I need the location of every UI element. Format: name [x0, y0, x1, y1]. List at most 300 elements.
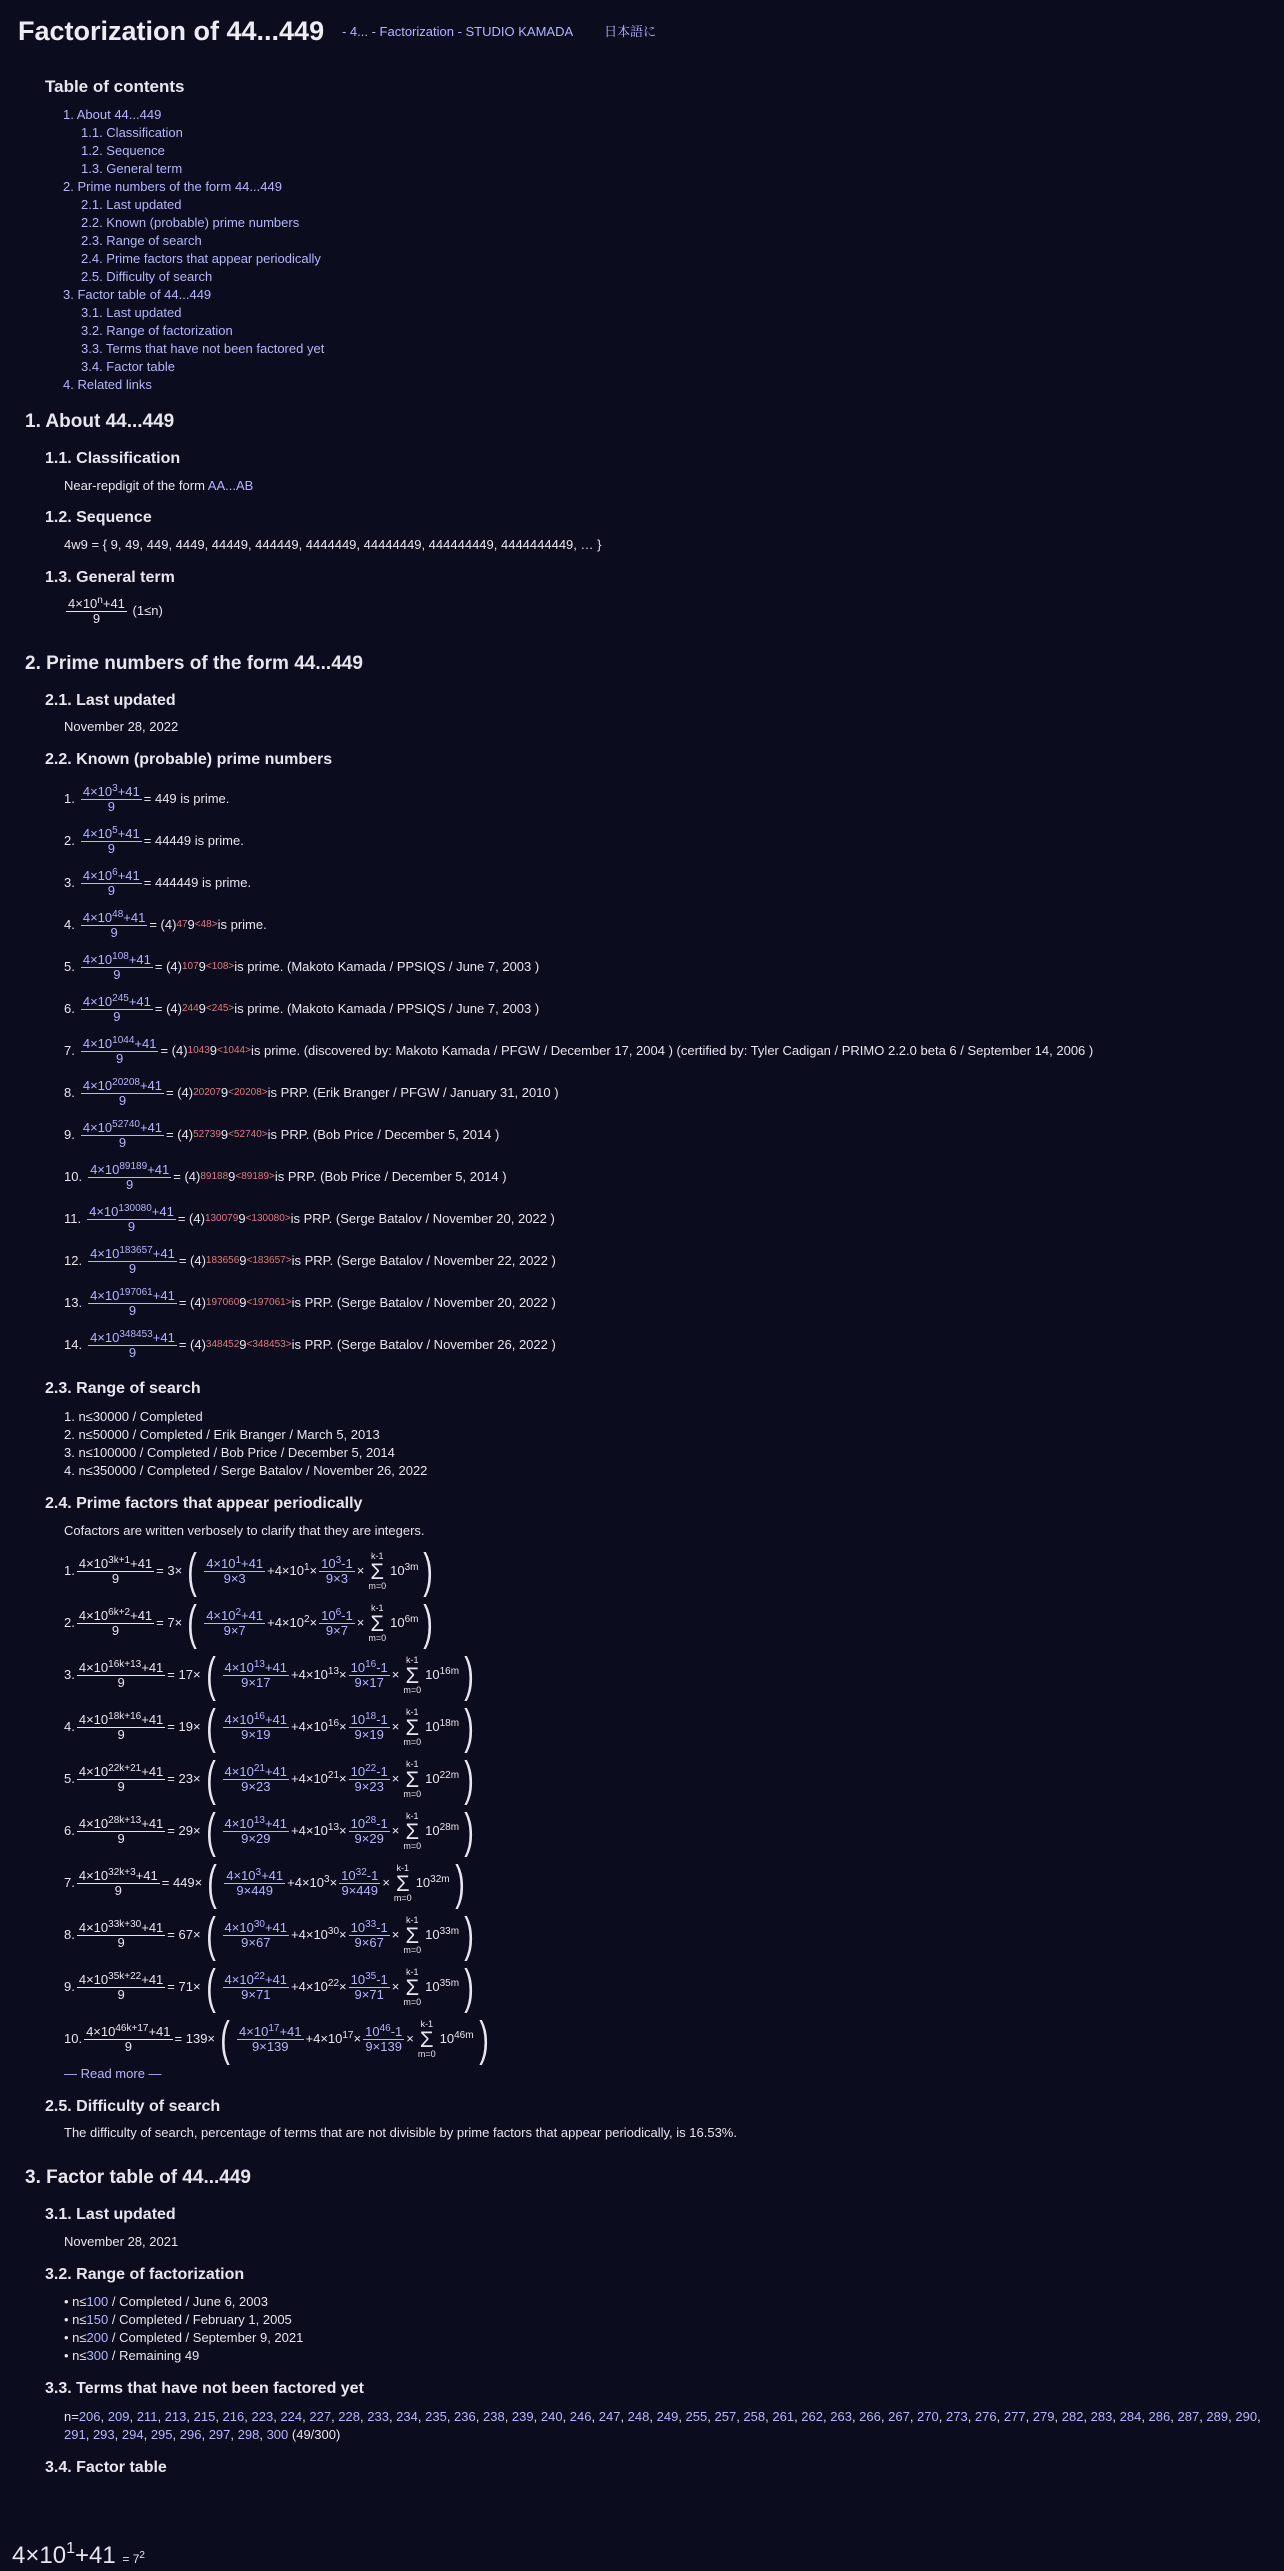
term-link[interactable]: 258 [743, 2409, 766, 2425]
sum-upper: k-1 [406, 1654, 419, 1665]
fraction-denominator: 9×29 [354, 1831, 384, 1847]
fraction[interactable] [88, 1244, 177, 1276]
term-link[interactable]: 273 [945, 2409, 968, 2425]
fraction-numerator: $4\times 10^{32k+3}+41$ [78, 1867, 158, 1884]
summation [368, 1603, 386, 1644]
prime-status: is PRP. (Serge Batalov / November 26, 2022 ) [291, 1336, 556, 1352]
exponent: 22m [439, 1770, 460, 1782]
prime-value: = (4) [166, 1126, 194, 1142]
range-search-list [64, 1408, 1284, 1480]
classification-title: 1.1. Classification [45, 449, 181, 467]
fraction-denominator: 9 [107, 840, 115, 856]
prime-item: 5. $\frac{4\times 10^{108}+41}{9}$ = (4) 107 9 <108> is prime. (Makoto Kamada / PPSIQS / June 7, 2003 ) [64, 950, 540, 982]
fraction-numerator: $4\times 10^{89189}+41$ [90, 1160, 170, 1177]
fraction [349, 1817, 390, 1846]
fraction-denominator: 9 [107, 798, 115, 814]
periodic-item: 7. $\frac{4\times 10^{32k+3}+41}{9}$ = 449× ( $\frac{4\times 10^3+41}{9\times 449}$ $+4\times 10^3\times$ $\frac{10^{32}-1}{9\times 449}$ × k-1 Σ m=0 $10^{32m}$ ) [64, 1856, 465, 1910]
exponent: 28 [365, 1815, 377, 1827]
fraction-denominator: 9×3 [325, 1571, 348, 1587]
fraction-numerator: $4\times 10^{6k+2}+41$ [78, 1607, 153, 1624]
fraction [77, 1869, 160, 1898]
fraction-numerator: $4\times 10^{17}+41$ [239, 2023, 302, 2040]
prime-item: 8. $\frac{4\times 10^{20208}+41}{9}$ = (4) 20207 9 <20208> is PRP. (Erik Branger / PFGW / January 31, 2010 ) [64, 1076, 559, 1108]
prime-status: is prime. (Makoto Kamada / PPSIQS / June 7, 2003 ) [234, 1000, 540, 1016]
fraction-numerator: $4\times 10^{16}+41$ [224, 1711, 288, 1728]
classification-label: Near-repdigit of the form [64, 477, 208, 493]
term-link[interactable]: 257 [714, 2409, 737, 2425]
fraction[interactable] [81, 1076, 164, 1108]
exponent: 3 [255, 1867, 262, 1879]
term-link[interactable]: 224 [280, 2409, 303, 2425]
periodic-item: 10. $\frac{4\times 10^{46k+17}+41}{9}$ = 139× ( $\frac{4\times 10^{17}+41}{9\times 139}$ $+4\times 10^{17}\times$ $\frac{10^{46}-1}{9\times 139}$ × k-1 Σ m=0 $10^{46m}$ ) [64, 2012, 489, 2066]
term-link[interactable]: 227 [309, 2409, 332, 2425]
right-paren: ) [423, 1596, 434, 1650]
term-link[interactable]: 249 [656, 2409, 679, 2425]
exponent: 33k+30 [108, 1919, 142, 1931]
term-link[interactable]: 267 [888, 2409, 910, 2425]
fraction-denominator: 9 [107, 882, 115, 898]
classification-link[interactable]: AA...AB [207, 477, 254, 493]
toc-item[interactable]: 1.3. General term [81, 161, 183, 177]
gt-num: 4×10 [68, 595, 98, 611]
range-link[interactable]: 300 [86, 2348, 109, 2364]
fraction-denominator: 9 [128, 1302, 137, 1318]
middle-term: $+4\times 10^{16}\times$ [291, 1718, 347, 1735]
prime-status: is prime. [217, 916, 267, 932]
fraction-numerator: $4\times 10^{46k+17}+41$ [86, 2023, 171, 2040]
item-number: 4. [64, 1719, 75, 1735]
factorization-range-item: • n≤300 / Remaining 49 [64, 2348, 200, 2364]
fraction-denominator: 9×17 [354, 1675, 384, 1691]
sum-upper: k-1 [420, 2018, 433, 2029]
exponent: 108 [112, 950, 129, 962]
exponent: 16 [365, 1659, 377, 1671]
breadcrumb-link[interactable]: - 4... - Factorization - STUDIO KAMADA [341, 24, 573, 39]
fraction [349, 1921, 390, 1950]
exponent: 16m [439, 1666, 460, 1678]
term-link[interactable]: 223 [251, 2409, 274, 2425]
prime-item: 11. $\frac{4\times 10^{130080}+41}{9}$ = (4) 130079 9 <130080> is PRP. (Serge Batalov / November 20, 2022 ) [64, 1202, 555, 1234]
power-term: $10^{22m}$ [425, 1770, 460, 1787]
sum-lower: m=0 [403, 1736, 422, 1747]
fraction [237, 2025, 303, 2054]
language-link[interactable]: 日本語に [604, 24, 657, 39]
known-primes-title: 2.2. Known (probable) prime numbers [45, 751, 333, 769]
fraction-numerator: $10^{46}-1$ [365, 2023, 403, 2040]
fraction-denominator: 9×17 [241, 1675, 271, 1691]
term-link[interactable]: 266 [859, 2409, 881, 2425]
term-link[interactable]: 296 [179, 2427, 202, 2443]
factorization-range-item: • n≤150 / Completed / February 1, 2005 [64, 2312, 292, 2328]
toc-item[interactable]: 1.1. Classification [81, 125, 183, 141]
exponent: 16 [253, 1711, 265, 1723]
term-link[interactable]: 206 [78, 2409, 101, 2425]
term-link[interactable]: 270 [917, 2409, 939, 2425]
term-link[interactable]: 211 [136, 2409, 158, 2425]
exponent: 3 [324, 1874, 330, 1886]
classification-text [64, 478, 1284, 495]
exponent: 3k+1 [108, 1555, 131, 1567]
range-item: 4. n≤350000 / Completed / Serge Batalov / November 26, 2022 [64, 1462, 428, 1478]
term-link[interactable]: 297 [208, 2427, 231, 2443]
fraction [77, 1713, 165, 1742]
fraction-denominator: 9 [118, 1092, 127, 1108]
middle-term: $+4\times 10^{13}\times$ [291, 1666, 347, 1683]
fraction-denominator: 9 [113, 1008, 121, 1024]
term-link[interactable]: 295 [150, 2427, 173, 2443]
ft-num: 4×10 [12, 2542, 67, 2569]
fraction-numerator: $4\times 10^{108}+41$ [82, 950, 151, 967]
fraction-numerator: $4\times 10^{348453}+41$ [90, 1328, 175, 1345]
term-link[interactable]: 240 [540, 2409, 563, 2425]
item-number: 9. [64, 1126, 75, 1142]
term-link[interactable]: 262 [801, 2409, 823, 2425]
term-link[interactable]: 294 [121, 2427, 144, 2443]
toc-item[interactable]: 3.1. Last updated [81, 305, 182, 321]
exponent: 16k+13 [108, 1659, 142, 1671]
s3-updated-title: 3.1. Last updated [45, 2205, 176, 2223]
exponent: 22 [365, 1763, 377, 1775]
fraction[interactable] [88, 1286, 177, 1318]
term-link[interactable]: 298 [237, 2427, 260, 2443]
term-link[interactable]: 289 [1206, 2409, 1229, 2425]
sequence-text: 4w9 = { 9, 49, 449, 4449, 44449, 444449, 4444449, 44444449, 444444449, 4444444449, … } [64, 537, 602, 553]
fraction-denominator: 9×23 [354, 1779, 384, 1795]
item-number: 5. [64, 958, 75, 974]
prime-value: = (4) [149, 916, 177, 932]
fraction-denominator: 9 [117, 1779, 125, 1795]
fraction-denominator: 9×29 [241, 1831, 271, 1847]
fraction-denominator: 9×7 [325, 1623, 348, 1639]
fraction [223, 1713, 289, 1742]
fraction [319, 1609, 355, 1638]
fraction-numerator: $4\times 10^{28k+13}+41$ [78, 1815, 164, 1832]
prime-status: is PRP. (Serge Batalov / November 22, 2022 ) [291, 1252, 556, 1268]
fraction-numerator: $4\times 10^2+41$ [206, 1607, 264, 1624]
prime-value: = (4) [154, 1000, 182, 1016]
fraction-numerator: $4\times 10^{16k+13}+41$ [78, 1659, 164, 1676]
summation [403, 1759, 421, 1800]
term-link[interactable]: 282 [1061, 2409, 1084, 2425]
term-link[interactable]: 261 [772, 2409, 795, 2425]
term-link[interactable]: 263 [830, 2409, 852, 2425]
sigma-icon: Σ [396, 1870, 410, 1896]
range-item: 3. n≤100000 / Completed / Bob Price / December 5, 2014 [64, 1444, 395, 1460]
toc-item[interactable]: 1.2. Sequence [81, 143, 165, 159]
fraction-denominator: 9×71 [354, 1987, 384, 2003]
sum-upper: k-1 [370, 1602, 384, 1613]
term-link[interactable]: 283 [1090, 2409, 1113, 2425]
prime-item: 12. $\frac{4\times 10^{183657}+41}{9}$ = (4) 183656 9 <183657> is PRP. (Serge Batalov / November 22, 2022 ) [64, 1244, 556, 1276]
term-link[interactable]: 236 [454, 2409, 476, 2425]
term-link[interactable]: 209 [107, 2409, 130, 2425]
fraction-numerator: $4\times 10^{33k+30}+41$ [78, 1919, 164, 1936]
periodic-item: 9. $\frac{4\times 10^{35k+22}+41}{9}$ = 71× ( $\frac{4\times 10^{22}+41}{9\times 71}$ $+4\times 10^{22}\times$ $\frac{10^{35}-1}{9\times 71}$ × k-1 Σ m=0 $10^{35m}$ ) [64, 1960, 474, 2014]
fraction-numerator: $4\times 10^{48}+41$ [82, 908, 146, 925]
term-link[interactable]: 276 [974, 2409, 997, 2425]
exponent: 28k+13 [108, 1815, 142, 1827]
periodic-item: 1. $\frac{4\times 10^{3k+1}+41}{9}$ = 3× ( $\frac{4\times 10^1+41}{9\times 3}$ $+4\times 10^1\times$ $\frac{10^3-1}{9\times 3}$ × k-1 Σ m=0 $10^{3m}$ ) [64, 1544, 434, 1598]
right-paren: ) [478, 2012, 489, 2066]
fraction [224, 1869, 285, 1898]
toc-title: Table of contents [45, 77, 185, 96]
right-paren: ) [464, 1908, 474, 1962]
fraction-numerator: $4\times 10^{30}+41$ [224, 1919, 288, 1936]
exponent: 32k+3 [108, 1867, 136, 1879]
term-link[interactable]: 215 [193, 2409, 216, 2425]
term-link[interactable]: 287 [1177, 2409, 1200, 2425]
fraction[interactable] [88, 1160, 171, 1192]
equals-factor: = 3× [156, 1563, 183, 1579]
term-link[interactable]: 238 [482, 2409, 505, 2425]
factor-table-first-row [12, 2540, 145, 2571]
fraction [204, 1609, 265, 1638]
exponent: 6m [404, 1614, 419, 1626]
fraction-numerator: $10^{16}-1$ [350, 1659, 388, 1676]
item-number: 9. [64, 1979, 75, 1995]
sum-lower: m=0 [403, 1944, 422, 1955]
exponent: 22 [327, 1978, 340, 1990]
prime-status: is PRP. (Bob Price / December 5, 2014 ) [274, 1168, 507, 1184]
fraction-numerator: $10^{32}-1$ [341, 1867, 379, 1884]
term-link[interactable]: 234 [396, 2409, 418, 2425]
gt-exp: n [97, 594, 103, 606]
toc-item[interactable]: 3.2. Range of factorization [81, 323, 233, 339]
exponent: 18k+16 [108, 1711, 142, 1723]
sigma-icon: Σ [405, 1662, 420, 1688]
fraction[interactable] [81, 1034, 159, 1066]
section-2-title: 2. Prime numbers of the form 44...449 [25, 652, 363, 674]
fraction[interactable] [81, 908, 147, 940]
s3-updated: November 28, 2021 [64, 2233, 179, 2249]
exponent: 13 [253, 1815, 265, 1827]
periodic-item: 6. $\frac{4\times 10^{28k+13}+41}{9}$ = 29× ( $\frac{4\times 10^{13}+41}{9\times 29}$ $+4\times 10^{13}\times$ $\frac{10^{28}-1}{9\times 29}$ × k-1 Σ m=0 $10^{28m}$ ) [64, 1804, 474, 1858]
sum-lower: m=0 [403, 1684, 422, 1695]
sigma-icon: Σ [405, 1974, 420, 2000]
prime-value: = (4) [178, 1294, 206, 1310]
sum-lower: m=0 [368, 1632, 387, 1643]
term-link[interactable]: 213 [164, 2409, 187, 2425]
exponent: 30 [253, 1919, 265, 1931]
prime-value: = (4) [177, 1210, 205, 1226]
prime-value: = (4) [166, 1084, 194, 1100]
sum-upper: k-1 [406, 1966, 419, 1977]
fraction[interactable] [87, 1202, 176, 1234]
sigma-icon: Σ [370, 1610, 385, 1636]
exponent: 89189 [119, 1160, 148, 1172]
fraction[interactable] [81, 950, 153, 982]
middle-term: $+4\times 10^1\times$ [267, 1562, 318, 1579]
fraction [223, 1765, 289, 1794]
term-link[interactable]: 228 [338, 2409, 360, 2425]
summation [418, 2019, 436, 2060]
fraction-numerator: $10^{33}-1$ [350, 1919, 388, 1936]
fraction[interactable] [81, 824, 142, 856]
fraction [84, 2025, 172, 2054]
toc-item[interactable]: 2.5. Difficulty of search [81, 269, 213, 285]
item-number: 11. [64, 1210, 82, 1226]
fraction-denominator: 9×67 [354, 1935, 384, 1951]
equals-factor: = 23× [167, 1771, 201, 1787]
term-link[interactable]: 279 [1032, 2409, 1055, 2425]
fraction [77, 1817, 165, 1846]
sum-upper: k-1 [406, 1758, 419, 1769]
equals-factor: = 71× [167, 1979, 201, 1995]
fraction-numerator: $10^6-1$ [321, 1607, 353, 1624]
toc-item[interactable]: 3. Factor table of 44...449 [63, 287, 212, 303]
fraction [319, 1557, 355, 1586]
fraction[interactable] [81, 782, 142, 814]
exponent: 6k+2 [108, 1607, 131, 1619]
fraction[interactable] [81, 866, 142, 898]
exponent: 46k+17 [115, 2023, 149, 2035]
term-link[interactable]: 286 [1148, 2409, 1171, 2425]
exponent: 52740 [112, 1118, 140, 1130]
equals-factor: = 449× [161, 1875, 203, 1891]
toc-item[interactable]: 4. Related links [63, 377, 152, 393]
exponent: 46m [454, 2030, 474, 2042]
range-link[interactable]: 100 [86, 2294, 109, 2310]
toc-item[interactable]: 2.1. Last updated [81, 197, 182, 213]
exponent: 35m [439, 1978, 460, 1990]
item-number: 10. [64, 2031, 83, 2047]
left-paren: ( [220, 2012, 230, 2066]
exponent: 22k+21 [108, 1763, 142, 1775]
summation [394, 1863, 412, 1904]
fraction-numerator: $4\times 10^3+41$ [82, 782, 140, 799]
power-term: $10^{3m}$ [390, 1562, 419, 1579]
equals-factor: = 67× [167, 1927, 201, 1943]
unfactored-terms: n=206, 209, 211, 213, 215, 216, 223, 224, 227, 228, 233, 234, 235, 236, 238, 239, 240, 246, 247, 248, 249, 255, 257, 258, 261, 262, 263, 266, 267, 270, 273, 276, 277, 279, 282, 283, 284, 286, 287, 289, 290, 291, 293, 294, 295, 296, 297, 298, 300 (49/300) [64, 2409, 1261, 2443]
sum-upper: k-1 [406, 1914, 419, 1925]
unfactored-title: 3.3. Terms that have not been factored yet [45, 2380, 364, 2398]
exponent: 1 [235, 1555, 242, 1567]
prime-item [64, 863, 1284, 903]
sigma-icon: Σ [405, 1766, 420, 1792]
fraction[interactable] [81, 1118, 164, 1150]
exponent: 3 [112, 782, 118, 794]
middle-term: $+4\times 10^{30}\times$ [291, 1926, 347, 1943]
exponent: 17 [342, 2030, 354, 2042]
range-link[interactable]: 150 [86, 2312, 109, 2328]
ft-exp2: 2 [139, 2550, 145, 2561]
prime-item: 13. $\frac{4\times 10^{197061}+41}{9}$ = (4) 197060 9 <197061> is PRP. (Serge Batalov / November 20, 2022 ) [64, 1286, 556, 1318]
middle-term: $+4\times 10^{13}\times$ [291, 1822, 347, 1839]
read-more-link[interactable]: — Read more — [64, 2065, 162, 2081]
sum-upper: k-1 [370, 1550, 384, 1561]
fraction [363, 2025, 404, 2054]
fraction-numerator: $4\times 10^{13}+41$ [224, 1815, 288, 1832]
toc-item[interactable]: 3.4. Factor table [81, 359, 175, 375]
item-number: 8. [64, 1927, 75, 1943]
term-link[interactable]: 290 [1235, 2409, 1258, 2425]
equals-factor: = 19× [167, 1719, 201, 1735]
toc-item[interactable]: 2. Prime numbers of the form 44...449 [63, 179, 282, 195]
term-link[interactable]: 235 [425, 2409, 447, 2425]
periodic-title: 2.4. Prime factors that appear periodically [45, 1494, 363, 1512]
general-term-fraction [66, 594, 127, 626]
left-paren: ( [205, 1960, 216, 2014]
term-link[interactable]: 255 [685, 2409, 708, 2425]
prime-value: = 449 is prime. [143, 790, 230, 806]
exponent: 13 [327, 1822, 340, 1834]
periodic-item: 3. $\frac{4\times 10^{16k+13}+41}{9}$ = 17× ( $\frac{4\times 10^{13}+41}{9\times 17}$ $+4\times 10^{13}\times$ $\frac{10^{16}-1}{9\times 17}$ × k-1 Σ m=0 $10^{16m}$ ) [64, 1648, 474, 1702]
term-link[interactable]: 293 [92, 2427, 115, 2443]
exponent: 32 [355, 1867, 367, 1879]
toc-list [45, 106, 1284, 394]
exponent: 6 [112, 866, 118, 878]
toc-item[interactable]: 3.3. Terms that have not been factored yet [81, 341, 325, 357]
range-item: 2. n≤50000 / Completed / Erik Branger / March 5, 2013 [64, 1426, 380, 1442]
range-item: 1. n≤30000 / Completed [64, 1408, 203, 1424]
toc-item[interactable]: 2.4. Prime factors that appear periodically [81, 251, 321, 267]
power-term: $10^{16m}$ [425, 1666, 460, 1683]
fraction-numerator: $10^{28}-1$ [350, 1815, 388, 1832]
range-search-title: 2.3. Range of search [45, 1380, 201, 1398]
term-link[interactable]: 248 [627, 2409, 650, 2425]
prime-status: is PRP. (Serge Batalov / November 20, 2022 ) [291, 1294, 556, 1310]
term-link[interactable]: 239 [511, 2409, 534, 2425]
fraction-denominator: 9 [126, 1176, 134, 1192]
fraction [77, 1921, 165, 1950]
term-link[interactable]: 300 [266, 2427, 289, 2443]
exponent: 1 [303, 1562, 310, 1574]
prime-item: 7. $\frac{4\times 10^{1044}+41}{9}$ = (4) 1043 9 <1044> is prime. (discovered by: Makoto Kamada / PFGW / December 17, 2004 ) (certified by: Tyler Cadigan / PRIMO 2.2.0 beta 6 / September 14, 2006 ) [64, 1034, 1094, 1066]
exponent: 21 [253, 1763, 265, 1775]
term-link[interactable]: 291 [64, 2427, 86, 2443]
term-link[interactable]: 277 [1003, 2409, 1026, 2425]
term-link[interactable]: 247 [598, 2409, 621, 2425]
summation [368, 1551, 386, 1592]
factorization-range-item: • n≤200 / Completed / September 9, 2021 [64, 2330, 304, 2346]
right-paren: ) [454, 1856, 465, 1910]
fraction-denominator: 9×67 [241, 1935, 271, 1951]
term-link[interactable]: 216 [222, 2409, 245, 2425]
fraction[interactable] [88, 1328, 177, 1360]
term-link[interactable]: 246 [569, 2409, 592, 2425]
item-number: 5. [64, 1771, 75, 1787]
toc-item[interactable]: 2.2. Known (probable) prime numbers [81, 215, 300, 231]
exponent: 6 [335, 1607, 342, 1619]
periodic-note: Cofactors are written verbosely to clarify that they are integers. [64, 1522, 425, 1538]
toc-item[interactable]: 1. About 44...449 [63, 107, 162, 123]
fraction-denominator: 9×139 [365, 2039, 402, 2055]
exponent: 245 [112, 992, 129, 1004]
exponent: 348453 [119, 1328, 153, 1340]
fraction-numerator: $4\times 10^{22}+41$ [224, 1971, 288, 1988]
range-link[interactable]: 200 [86, 2330, 109, 2346]
fraction [349, 1765, 390, 1794]
toc-item[interactable]: 2.3. Range of search [81, 233, 202, 249]
right-paren: ) [464, 1804, 474, 1858]
fraction-denominator: 9 [117, 1935, 125, 1951]
sigma-icon: Σ [405, 1818, 420, 1844]
sum-upper: k-1 [406, 1706, 419, 1717]
left-paren: ( [207, 1856, 218, 1910]
fraction[interactable] [81, 992, 153, 1024]
term-link[interactable]: 233 [367, 2409, 389, 2425]
item-number: 2. [64, 832, 75, 848]
breadcrumb[interactable] [342, 24, 656, 41]
exponent: 3m [404, 1562, 419, 1574]
exponent: 32m [430, 1874, 450, 1886]
fraction [77, 1973, 165, 2002]
power-term: $10^{6m}$ [390, 1614, 419, 1631]
term-link[interactable]: 284 [1119, 2409, 1142, 2425]
periodic-item: 2. $\frac{4\times 10^{6k+2}+41}{9}$ = 7× ( $\frac{4\times 10^2+41}{9\times 7}$ $+4\times 10^2\times$ $\frac{10^6-1}{9\times 7}$ × k-1 Σ m=0 $10^{6m}$ ) [64, 1596, 434, 1650]
fraction-denominator: 9×449 [236, 1883, 273, 1899]
fraction-denominator: 9 [114, 1883, 122, 1899]
